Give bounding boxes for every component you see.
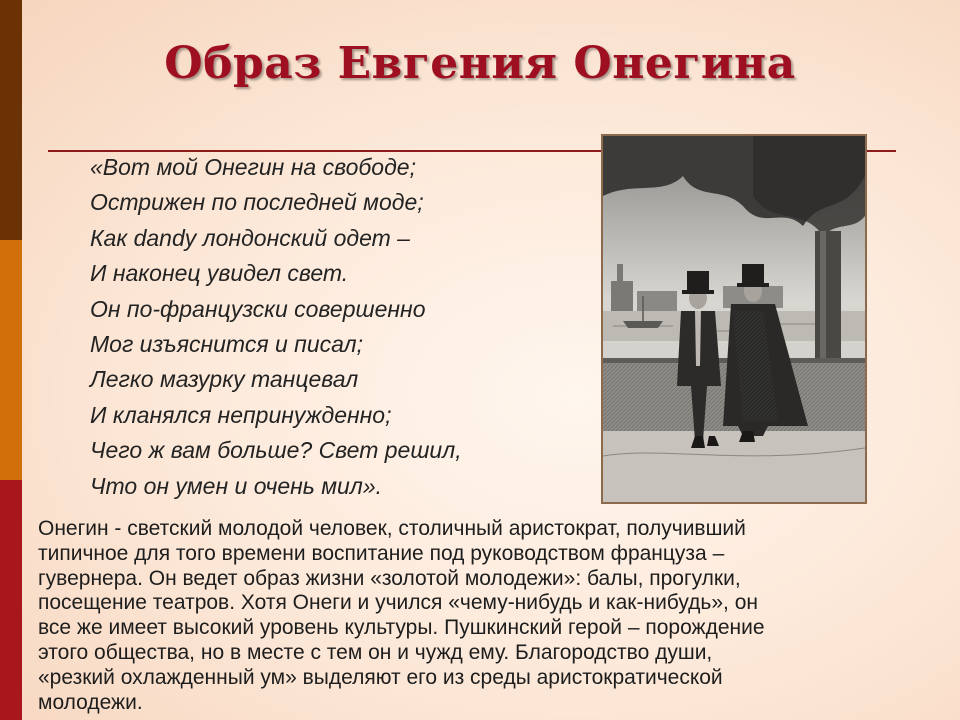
description-line: все же имеет высокий уровень культуры. Пушкинский герой – порождение <box>38 616 765 640</box>
poem-line: Чего ж вам больше? Свет решил, <box>90 437 462 464</box>
poem-line: «Вот мой Онегин на свободе; <box>90 154 416 180</box>
accent-stripe-bottom <box>0 480 22 720</box>
poem-line: Острижен по последней моде; <box>90 189 424 216</box>
description-line: гувернера. Он ведет образ жизни «золотой молодежи»: балы, прогулки, <box>38 566 741 590</box>
poem-line: Он по-французски совершенно <box>90 295 426 322</box>
engraving-illustration <box>601 134 867 504</box>
engraving-two-gentlemen-icon <box>603 136 865 502</box>
poem-quote <box>90 150 462 504</box>
poem-line: Как dandy лондонский одет – <box>90 224 410 251</box>
description-line: Онегин - светский молодой человек, столичный аристократ, получивший <box>38 517 746 540</box>
description-line: посещение театров. Хотя Онеги и учился «чему-нибудь и как-нибудь», он <box>38 591 758 615</box>
description-line: молодежи. <box>38 690 143 714</box>
poem-line: И наконец увидел свет. <box>90 260 349 287</box>
slide-title: Образ Евгения Онегина <box>164 38 796 89</box>
poem-line: И кланялся непринужденно; <box>90 401 392 428</box>
poem-line: Легко мазурку танцевал <box>90 366 359 393</box>
description-line: типичное для того времени воспитание под руководством француза – <box>38 541 725 565</box>
description-paragraph <box>38 517 918 715</box>
poem-line: Что он умен и очень мил». <box>90 472 383 499</box>
poem-line: Мог изъяснится и писал; <box>90 331 364 358</box>
accent-stripe-top <box>0 0 22 240</box>
description-line: этого общества, но в месте с тем он и чужд ему. Благородство души, <box>38 640 713 664</box>
description-line: «резкий охлажденный ум» выделяют его из среды аристократической <box>38 665 723 689</box>
accent-stripe-middle <box>0 240 22 480</box>
